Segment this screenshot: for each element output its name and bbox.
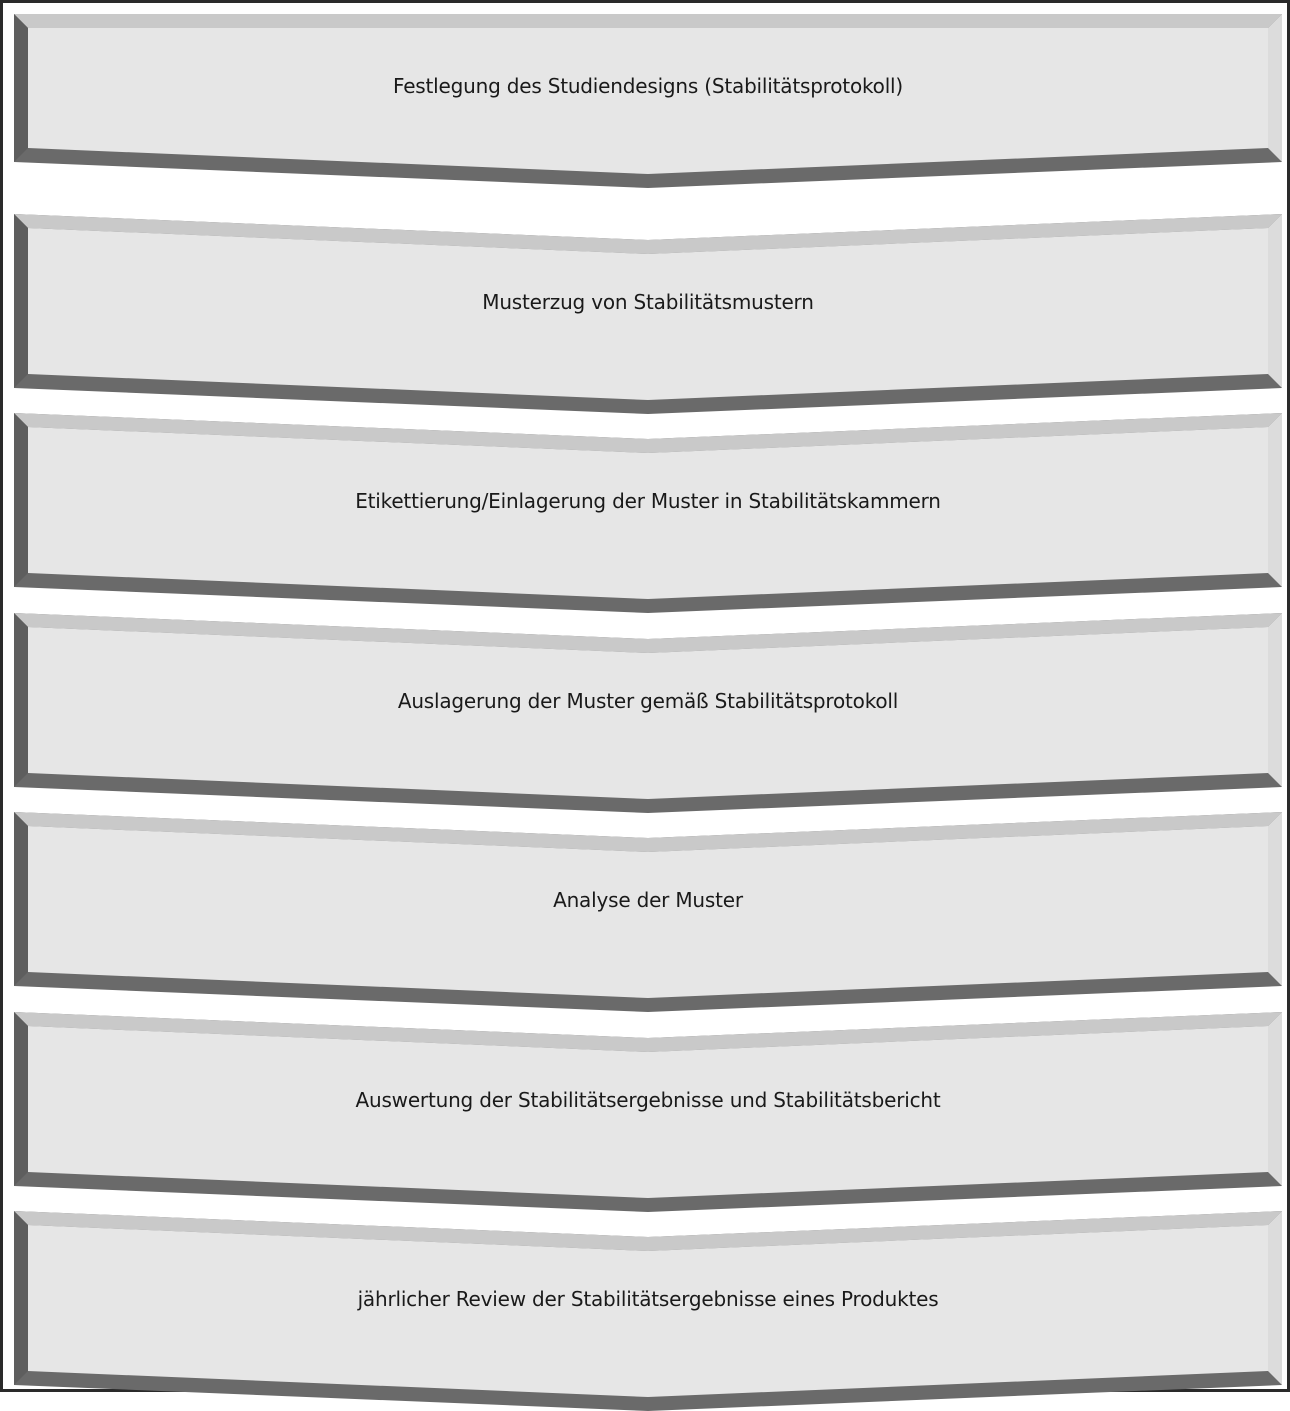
chevron-shape bbox=[14, 14, 1282, 214]
process-step-label: Analyse der Muster bbox=[553, 888, 743, 912]
process-step-label: Festlegung des Studiendesigns (Stabilitätsprotokoll) bbox=[392, 74, 904, 98]
process-step-5 bbox=[14, 812, 1282, 1012]
process-step-label: Musterzug von Stabilitätsmustern bbox=[482, 289, 814, 314]
process-step-6 bbox=[14, 1012, 1282, 1212]
process-step-3 bbox=[14, 413, 1282, 613]
process-step-4 bbox=[14, 613, 1282, 813]
chevron-top-bevel bbox=[14, 14, 1282, 28]
process-step-label: Auswertung der Stabilitätsergebnisse und Stabilitätsbericht bbox=[355, 1087, 941, 1112]
process-step-label: Etikettierung/Einlagerung der Muster in Stabilitätskammern bbox=[355, 489, 941, 513]
process-step-label: Auslagerung der Muster gemäß Stabilitätsprotokoll bbox=[397, 688, 899, 713]
process-step-label: jährlicher Review der Stabilitätsergebnisse eines Produktes bbox=[357, 1287, 939, 1311]
process-step-2 bbox=[14, 214, 1282, 414]
process-step-7 bbox=[14, 1211, 1282, 1411]
process-step-1 bbox=[14, 14, 1282, 214]
